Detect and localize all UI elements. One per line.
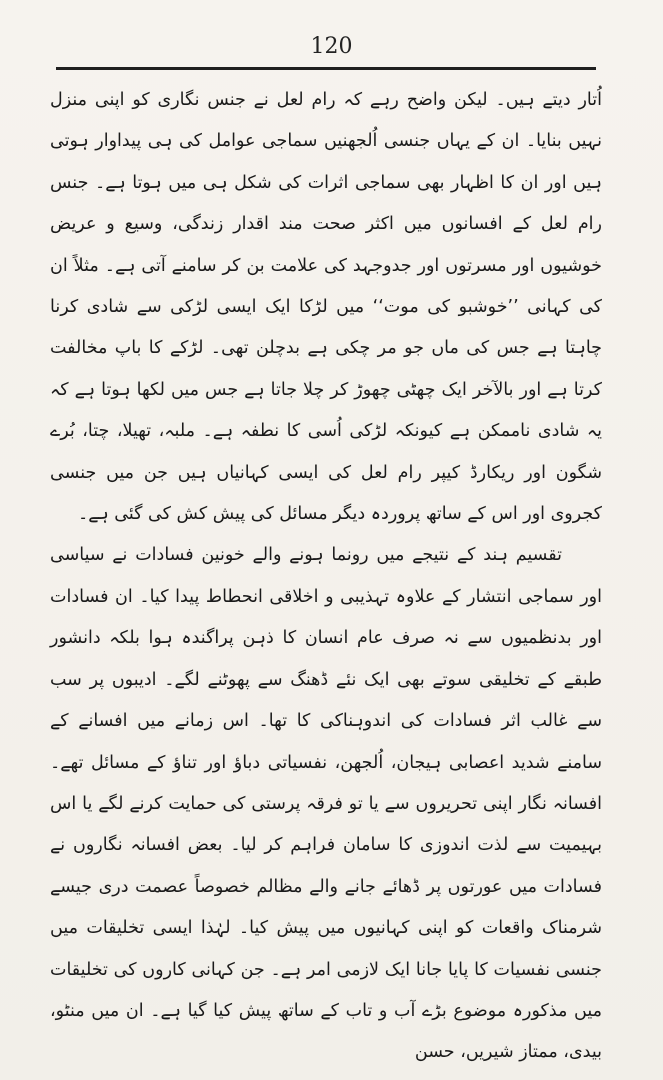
paragraph: تقسیم ہند کے نتیجے میں رونما ہونے والے خونین فسادات نے سیاسی اور سماجی انتشار کے علاوہ تہذیبی و اخلاقی انحطاط پیدا کیا۔ ان فسادات اور بدنظمیوں سے نہ صرف عام انسان کا ذہن پراگندہ ہوا بلکہ دانشور طبقے کے تخلیقی سوتے بھی ایک نئے ڈھنگ سے پھوٹنے لگے۔ ادیبوں پر سب سے غالب اثر فسادات کی اندوہناکی کا تھا۔ اس زمانے میں افسانے کے سامنے شدید اعصابی ہیجان، اُلجھن، نفسیاتی دباؤ اور تناؤ کے مسائل تھے۔ افسانہ نگار اپنی تحریروں سے یا تو فرقہ پرستی کی حمایت کرنے لگے یا اس بہیمیت سے لذت اندوزی کا سامان فراہم کر لیا۔ بعض افسانہ نگاروں نے فسادات میں عورتوں پر ڈھائے جانے والے مظالم خصوصاً عصمت دری جیسے شرمناک واقعات کو اپنی کہانیوں میں پیش کیا۔ لہٰذا ایسی تخلیقات میں جنسی نفسیات کا پایا جانا ایک لازمی امر ہے۔ جن کہانی کاروں کی تخلیقات میں مذکورہ موضوع بڑے آب و تاب کے ساتھ پیش کیا گیا ہے۔ ان میں منٹو، بیدی، ممتاز شیریں، حسن [50, 545, 602, 1063]
header-rule [56, 67, 596, 70]
paragraph: اُتار دیتے ہیں۔ لیکن واضح رہے کہ رام لعل نے جنس نگاری کو اپنی منزل نہیں بنایا۔ ان کے یہاں جنسی اُلجھنیں سماجی عوامل کی ہی پیداوار ہوتی ہیں اور ان کا اظہار بھی سماجی اثرات کی شکل ہی میں ہوتا ہے۔ جنس رام لعل کے افسانوں میں اکثر صحت مند اقدار زندگی، وسیع و عریض خوشیوں اور مسرتوں اور جدوجہد کی علامت بن کر سامنے آتی ہے۔ مثلاً ان کی کہانی ’’خوشبو کی موت‘‘ میں لڑکا ایک ایسی لڑکی سے شادی کرنا چاہتا ہے جس کی ماں جو مر چکی ہے بدچلن تھی۔ لڑکے کا باپ مخالفت کرتا ہے اور بالآخر ایک چھٹی چھوڑ کر چلا جاتا ہے جس میں لکھا ہوتا ہے کہ یہ شادی ناممکن ہے کیونکہ لڑکی اُسی کا نطفہ ہے۔ ملبہ، تھیلا، چتا، بُرے شگون اور ریکارڈ کیپر رام لعل کی ایسی کہانیاں ہیں جن میں جنسی کجروی اور اس کے ساتھ پروردہ دیگر مسائل کی پیش کش کی گئی ہے۔ [50, 90, 602, 525]
page-number: 120 [310, 34, 353, 59]
body-text [50, 80, 602, 1074]
